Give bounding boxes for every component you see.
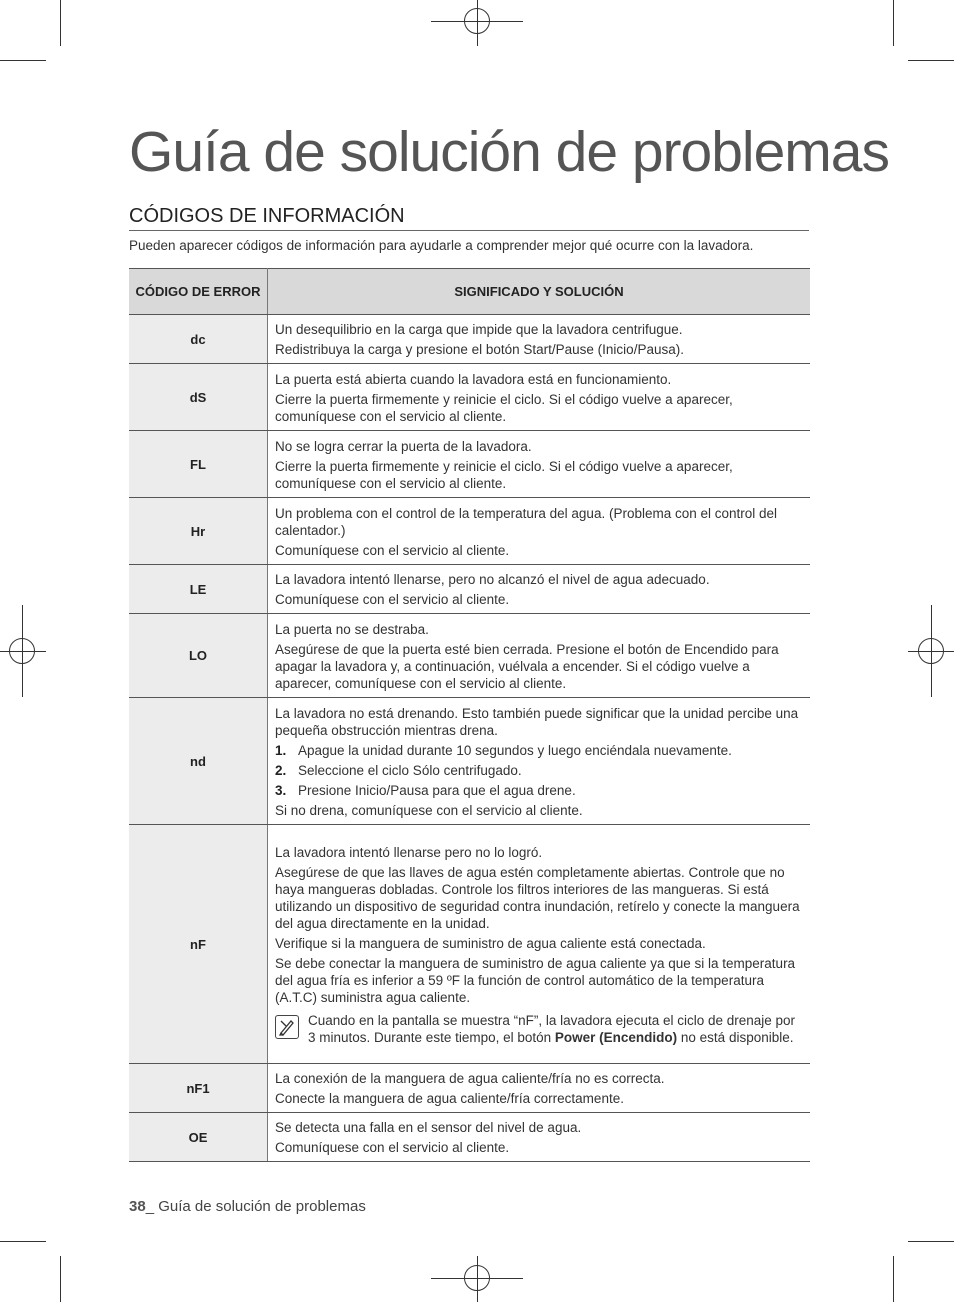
header-meaning: SIGNIFICADO Y SOLUCIÓN xyxy=(268,269,811,315)
numbered-step xyxy=(275,762,802,779)
error-code: Hr xyxy=(129,498,268,565)
description-line: Asegúrese de que la puerta esté bien cerrada. Presione el botón de Encendido para apagar la lavadora y, a continuación, vuélvala a encender. Si el código vuelve a aparecer, comuníquese con el servicio al cliente. xyxy=(275,641,779,691)
error-code: nF1 xyxy=(129,1064,268,1113)
step-text: Presione Inicio/Pausa para que el agua drene. xyxy=(298,782,576,798)
crop-mark xyxy=(893,0,894,46)
numbered-step xyxy=(275,782,802,799)
error-code: nd xyxy=(129,698,268,825)
code-description xyxy=(268,364,811,431)
registration-mark xyxy=(918,638,944,664)
numbered-step xyxy=(275,742,802,759)
description-line: Comuníquese con el servicio al cliente. xyxy=(275,592,510,607)
code-description xyxy=(268,698,811,825)
description-line: Cierre la puerta firmemente y reinicie el ciclo. Si el código vuelve a aparecer, comuníquese con el servicio al cliente. xyxy=(275,458,733,491)
error-code: FL xyxy=(129,431,268,498)
description-line: Un problema con el control de la temperatura del agua. (Problema con el control del calentador.) xyxy=(275,505,778,538)
error-code: dS xyxy=(129,364,268,431)
table-row xyxy=(129,1064,810,1113)
description-line: Comuníquese con el servicio al cliente. xyxy=(275,542,510,558)
intro-text: Pueden aparecer códigos de información para ayudarle a comprender mejor qué ocurre con la lavadora. xyxy=(129,238,754,253)
description-line: La puerta está abierta cuando la lavadora está en funcionamiento. xyxy=(275,371,672,387)
note-pencil-icon xyxy=(275,1015,299,1039)
crop-mark xyxy=(893,1256,894,1302)
note-bold-term: Power (Encendido) xyxy=(554,1029,678,1045)
description-line: La puerta no se destraba. xyxy=(275,621,429,637)
error-code: nF xyxy=(129,825,268,1064)
description-line: La lavadora intentó llenarse, pero no alcanzó el nivel de agua adecuado. xyxy=(275,572,710,587)
code-description xyxy=(268,431,811,498)
registration-mark xyxy=(9,638,35,664)
table-row xyxy=(129,614,810,698)
code-description xyxy=(268,825,811,1064)
description-line: Se debe conectar la manguera de suministro de agua caliente ya que si la temperatura del agua fría es inferior a 59 ºF la función de control automático de la temperatura (A.T.C) suministra agua caliente. xyxy=(275,955,796,1005)
description-line: Un desequilibrio en la carga que impide que la lavadora centrifugue. xyxy=(275,322,683,337)
description-line: La conexión de la manguera de agua caliente/fría no es correcta. xyxy=(275,1071,665,1086)
code-description xyxy=(268,1113,811,1162)
page-title: Guía de solución de problemas xyxy=(129,120,889,184)
header-code: CÓDIGO DE ERROR xyxy=(129,269,268,315)
note-text-end: no está disponible. xyxy=(677,1029,794,1045)
code-description xyxy=(268,614,811,698)
error-code: dc xyxy=(129,315,268,364)
code-description xyxy=(268,565,811,614)
registration-mark xyxy=(464,1265,490,1291)
error-code: LO xyxy=(129,614,268,698)
description-line: La lavadora no está drenando. Esto también puede significar que la unidad percibe una pequeña obstrucción mientras drena. xyxy=(275,705,799,738)
section-heading: CÓDIGOS DE INFORMACIÓN xyxy=(129,205,809,231)
description-line: No se logra cerrar la puerta de la lavadora. xyxy=(275,438,532,454)
page-number: 38 xyxy=(129,1198,146,1215)
description-line: Si no drena, comuníquese con el servicio al cliente. xyxy=(275,802,583,818)
note-box xyxy=(275,1012,802,1046)
description-line: Cierre la puerta firmemente y reinicie el ciclo. Si el código vuelve a aparecer, comuníquese con el servicio al cliente. xyxy=(275,391,733,424)
table-row xyxy=(129,825,810,1064)
footer-label: _ Guía de solución de problemas xyxy=(145,1198,366,1215)
code-description xyxy=(268,1064,811,1113)
table-row xyxy=(129,498,810,565)
error-code: OE xyxy=(129,1113,268,1162)
description-line: Asegúrese de que las llaves de agua estén completamente abiertas. Controle que no haya mangueras dobladas. Controle los filtros interiores de las mangueras. Si está utilizando un dispositivo de seguridad contra inundación, retírelo y conecte la manguera del agua directamente en la unidad. xyxy=(275,864,800,931)
description-line: Verifique si la manguera de suministro de agua caliente está conectada. xyxy=(275,935,706,951)
table-row xyxy=(129,315,810,364)
table-row xyxy=(129,698,810,825)
note-text-start: Cuando en la pantalla se muestra “nF”, la lavadora ejecuta el ciclo de drenaje por 3 minutos. Durante este tiempo, el botón xyxy=(308,1012,796,1045)
registration-mark xyxy=(464,8,490,34)
crop-mark xyxy=(60,1256,61,1302)
step-text: Apague la unidad durante 10 segundos y luego enciéndala nuevamente. xyxy=(298,742,732,758)
note-text xyxy=(308,1012,802,1046)
crop-mark xyxy=(60,0,61,46)
info-codes-table xyxy=(129,268,810,1162)
description-line: La lavadora intentó llenarse pero no lo logró. xyxy=(275,844,543,860)
crop-mark xyxy=(0,1241,46,1242)
step-number: 1. xyxy=(275,742,287,758)
crop-mark xyxy=(908,1241,954,1242)
description-line: Redistribuya la carga y presione el botón Start/Pause (Inicio/Pausa). xyxy=(275,342,684,357)
code-description xyxy=(268,315,811,364)
table-row xyxy=(129,1113,810,1162)
description-line: Se detecta una falla en el sensor del nivel de agua. xyxy=(275,1120,582,1135)
step-number: 2. xyxy=(275,762,287,778)
table-header-row xyxy=(129,269,810,315)
page-footer xyxy=(129,1198,366,1215)
error-code: LE xyxy=(129,565,268,614)
crop-mark xyxy=(0,60,46,61)
table-row xyxy=(129,364,810,431)
table-row xyxy=(129,431,810,498)
table-row xyxy=(129,565,810,614)
crop-mark xyxy=(908,60,954,61)
code-description xyxy=(268,498,811,565)
description-line: Comuníquese con el servicio al cliente. xyxy=(275,1140,510,1155)
description-line: Conecte la manguera de agua caliente/fría correctamente. xyxy=(275,1091,624,1106)
step-number: 3. xyxy=(275,782,287,798)
step-text: Seleccione el ciclo Sólo centrifugado. xyxy=(298,762,522,778)
